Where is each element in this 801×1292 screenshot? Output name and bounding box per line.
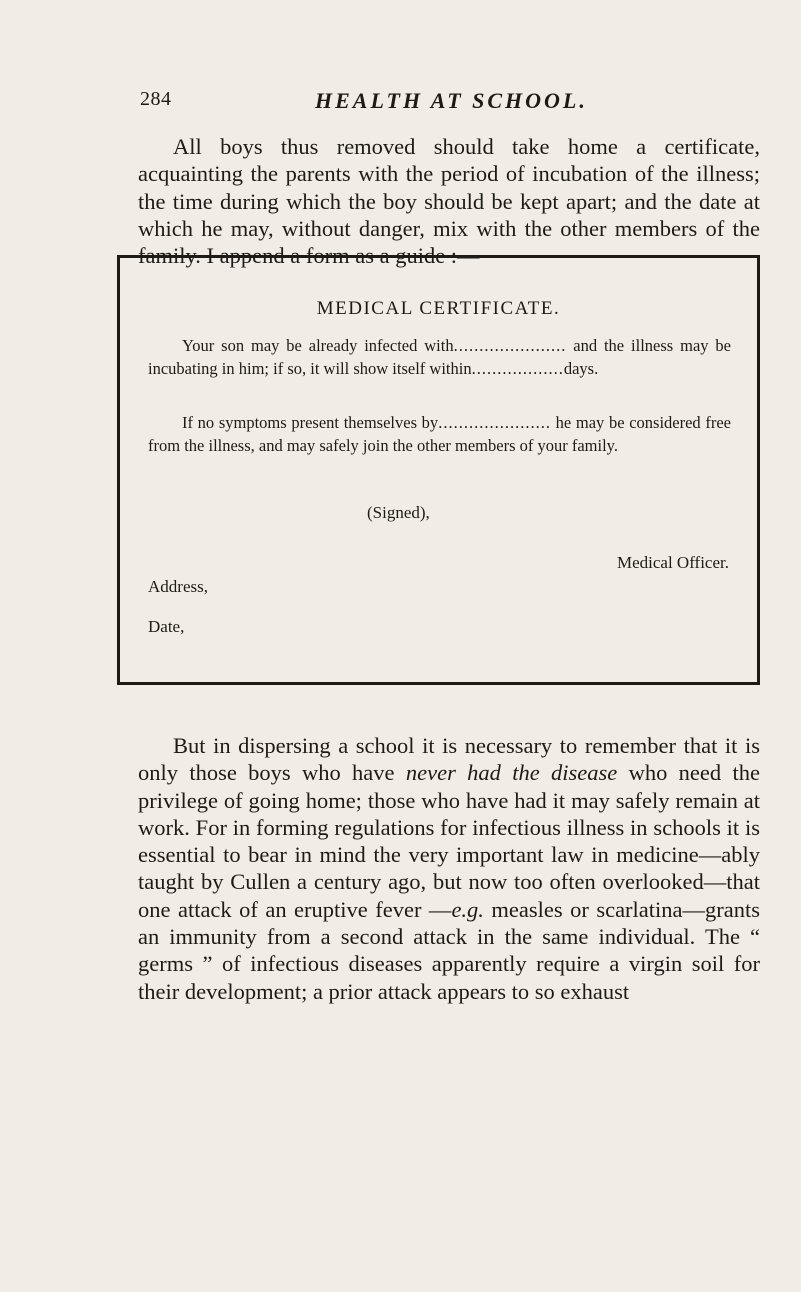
page-number: 284 <box>140 88 172 110</box>
certificate-symptoms-clause <box>148 412 731 457</box>
paragraph-immunity <box>138 732 760 1005</box>
paragraph-intro: All boys thus removed should take home a certificate, acquainting the parents with the period of incubation of the illness; the time during which the boy should be kept apart; and the date at which he may, without danger, mix with the other members of the family. I append a form as a guide :— <box>138 134 760 269</box>
certificate-title: MEDICAL CERTIFICATE. <box>316 298 561 319</box>
running-header <box>140 88 760 118</box>
medical-officer-label: Medical Officer. <box>616 553 729 572</box>
days-blank: .................. <box>471 358 564 378</box>
address-label: Address, <box>148 577 208 596</box>
infection-text: Your son may be already infected with <box>182 336 454 355</box>
paragraph-immunity-part-3: measles or scarlatina—grants an immunity from a second attack in the same individual. The “ germs ” of infectious diseases apparently require a virgin soil for their development; a prior attack appears to so exhaust <box>138 896 761 1004</box>
paragraph-immunity-part-2: who need the privilege of going home; those who have had it may safely remain at work. For in forming regulations for infectious illness in schools it is essential to bear in mind the very important law in medicine—ably taught by Cullen a century ago, but now too often overlooked—that one attack of an eruptive fever — <box>138 760 760 922</box>
certificate-infection-clause <box>148 335 731 380</box>
emphasis-eg: e.g. <box>451 896 484 922</box>
paragraph-immunity-part-1: But in dispersing a school it is necessary to remember that it is only those boys who have <box>138 733 760 786</box>
emphasis-never-had-disease: never had the disease <box>405 760 618 786</box>
running-title: HEALTH AT SCHOOL. <box>315 88 588 113</box>
infection-blank: ...................... <box>453 336 567 355</box>
free-text: he may be considered free from the illness, and may safely join the other members of your family. <box>148 413 731 455</box>
date-label: Date, <box>148 617 185 636</box>
symptoms-blank: ...................... <box>438 413 551 432</box>
symptoms-text: If no symptoms present themselves by <box>182 413 439 432</box>
signed-label: (Signed), <box>367 503 430 522</box>
days-text: days. <box>563 358 599 378</box>
incubation-text: and the illness may be incubating in him; if so, it will show itself within <box>148 336 731 378</box>
medical-certificate-form <box>117 255 760 685</box>
